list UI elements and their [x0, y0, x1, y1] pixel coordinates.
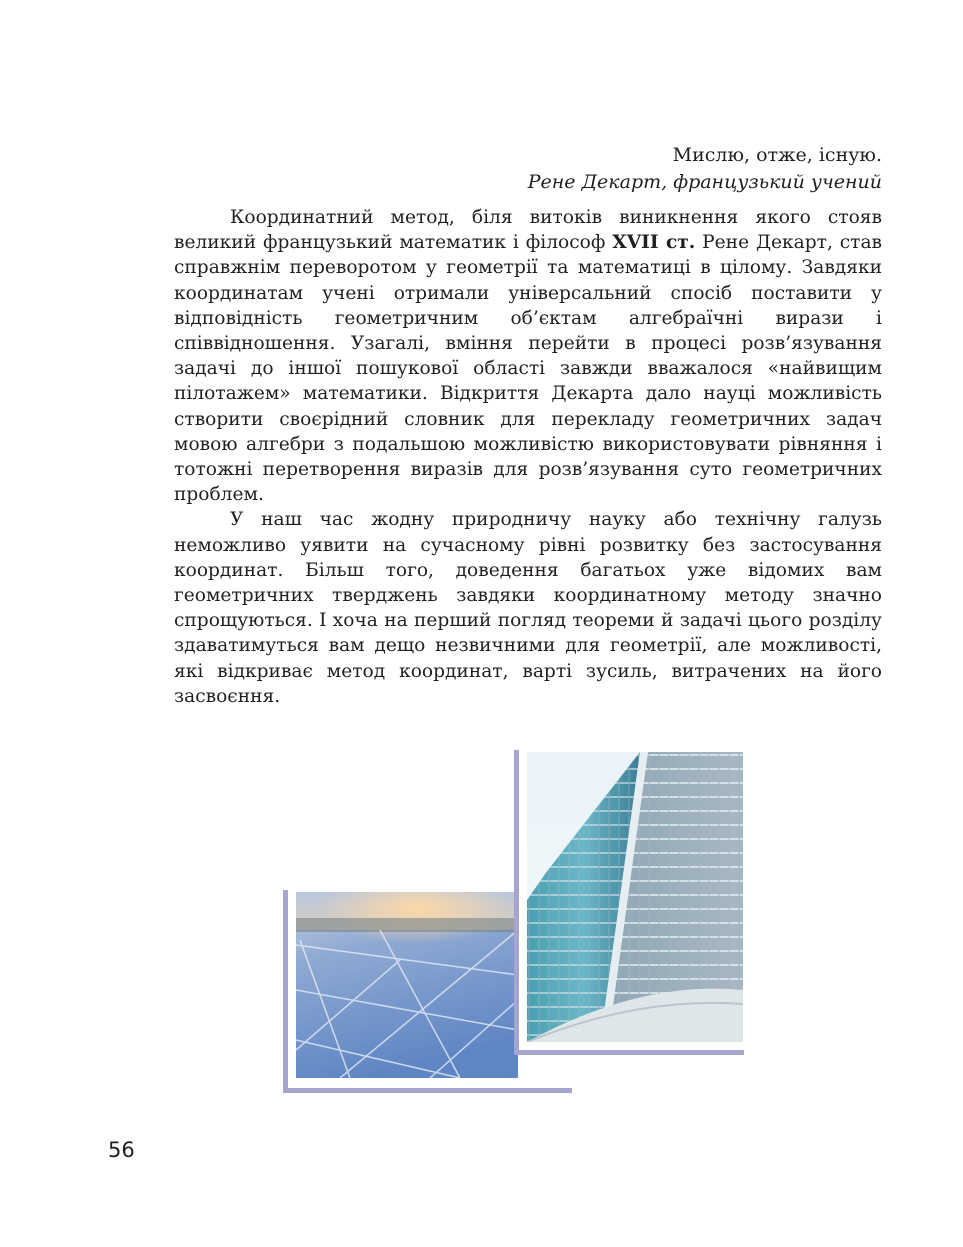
tiled-plaza-photo — [296, 880, 518, 1078]
glass-skyscraper-photo — [527, 752, 743, 1042]
page-number: 56 — [108, 1138, 135, 1162]
skyscraper-photo — [514, 750, 744, 1055]
plaza-frame-bottom — [283, 1088, 572, 1093]
epigraph-quote: Мислю, отже, існую. — [672, 144, 882, 166]
skyscraper-frame-bottom — [514, 1050, 744, 1055]
paragraph-2: У наш час жодну природничу науку або технічну галузь неможливо уявити на сучасному рівні розвитку без застосування координат. Більш того, доведення багатьох уже відомих вам геометричних тверджень завдяки координатному методу значно спрощуються. І хоча на перший погляд теореми й задачі цього розділу здаватимуться вам дещо незвичними для геометрії, але можливості, які відкриває метод координат, варті зусиль, витрачених на його засвоєння. — [174, 509, 882, 707]
skyscraper-frame-left — [514, 750, 519, 1054]
paragraph-1-end: Рене Декарт, став справжнім переворотом у геометрії та математиці в цілому. Завдяки координатам учені отримали універсальний спосіб поставити у відповідність геометричним об’єктам алгебраїчні вирази і співвідношення. Узагалі, вміння перейти в процесі розв’язування задачі до іншої пошукової області завжди вважалося «найвищим пілотажем» математики. Відкриття Декарта дало науці можливість створити своєрідний словник для перекладу геометричних задач мовою алгебри з подальшою можливістю використовувати рівняння і тотожні перетворення виразів для розв’язування суто геометричних проблем. — [174, 232, 882, 506]
century-bold: XVII ст. — [612, 232, 696, 254]
paragraph-1-start: Координатний метод, біля витоків виникнення якого стояв великий французький математик і філософ — [174, 207, 882, 254]
plaza-frame-left — [283, 890, 288, 1093]
epigraph-author: Рене Декарт, французький учений — [527, 171, 882, 193]
